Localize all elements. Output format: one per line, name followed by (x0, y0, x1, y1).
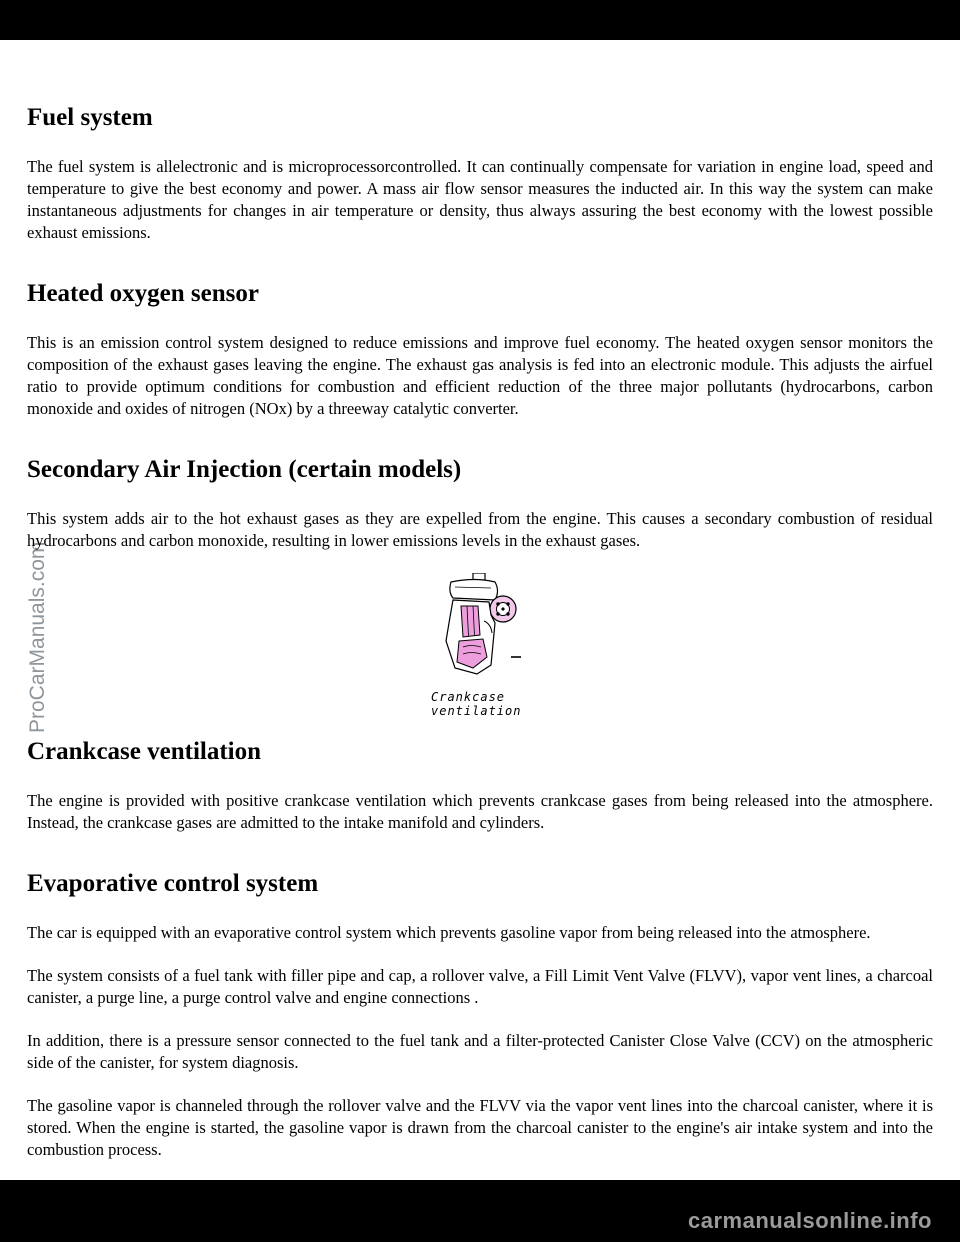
figure-caption (431, 690, 523, 718)
note-label-text: NOTE: (27, 1188, 80, 1207)
note-label (27, 1187, 933, 1209)
heading-fuel-system: Fuel system (27, 104, 153, 131)
paragraph-evap-2: The system consists of a fuel tank with filler pipe and cap, a rollover valve, a Fill Limit Vent Valve (FLVV), vapor vent lines, a charcoal canister, a purge line, a purge control valve and engine connections . (27, 966, 933, 1007)
heading-heated-oxygen-sensor: Heated oxygen sensor (27, 280, 259, 307)
heading-crankcase-ventilation: Crankcase ventilation (27, 738, 262, 765)
figure-caption-line2: ventilation (431, 704, 522, 718)
engine-figure-wrap (27, 573, 933, 720)
heading-evaporative-control-system: Evaporative control system (27, 870, 319, 897)
figure-caption-line1: Crankcase (431, 690, 506, 704)
footer-site-watermark: carmanualsonline.info (688, 1208, 932, 1233)
paragraph-evap-1: The car is equipped with an evaporative control system which prevents gasoline vapor from being released into the atmosphere. (27, 923, 871, 942)
paragraph-secondary-air-injection: This system adds air to the hot exhaust gases as they are expelled from the engine. This causes a secondary combustion of residual hydrocarbons and carbon monoxide, resulting in lower emissions levels in the exhaust gases. (27, 509, 933, 550)
engine-illustration-icon (437, 573, 523, 683)
heading-secondary-air-injection: Secondary Air Injection (certain models) (27, 456, 462, 483)
paragraph-evap-3: In addition, there is a pressure sensor connected to the fuel tank and a filter-protected Canister Close Valve (CCV) on the atmospheric side of the canister, for system diagnosis. (27, 1031, 933, 1072)
paragraph-fuel-system: The fuel system is allelectronic and is microprocessorcontrolled. It can continually compensate for variation in engine load, speed and temperature to give the best economy and power. A mass air flow sensor measures the inducted air. In this way the system can make instantaneous adjustments for changes in air temperature or density, thus always assuring the best economy with the lowest possible exhaust emissions. (27, 157, 933, 242)
engine-figure (431, 573, 523, 718)
procarmanuals-watermark: ProCarManuals.com (26, 541, 49, 733)
paragraph-crankcase-ventilation: The engine is provided with positive crankcase ventilation which prevents crankcase gases from being released into the atmosphere. Instead, the crankcase gases are admitted to the intake manifold and cylinders. (27, 791, 933, 832)
paragraph-evap-4: The gasoline vapor is channeled through the rollover valve and the FLVV via the vapor vent lines into the charcoal canister, where it is stored. When the engine is started, the gasoline vapor is drawn from the charcoal canister to the engine's air intake system and into the combustion process. (27, 1096, 933, 1159)
paragraph-heated-oxygen-sensor: This is an emission control system designed to reduce emissions and improve fuel economy. The heated oxygen sensor monitors the composition of the exhaust gases leaving the engine. The exhaust gas analysis is fed into an electronic module. This adjusts the airfuel ratio to provide optimum conditions for combustion and efficient reduction of the three major pollutants (hydrocarbons, carbon monoxide and oxides of nitrogen (NOx) by a threeway catalytic converter. (27, 333, 933, 418)
